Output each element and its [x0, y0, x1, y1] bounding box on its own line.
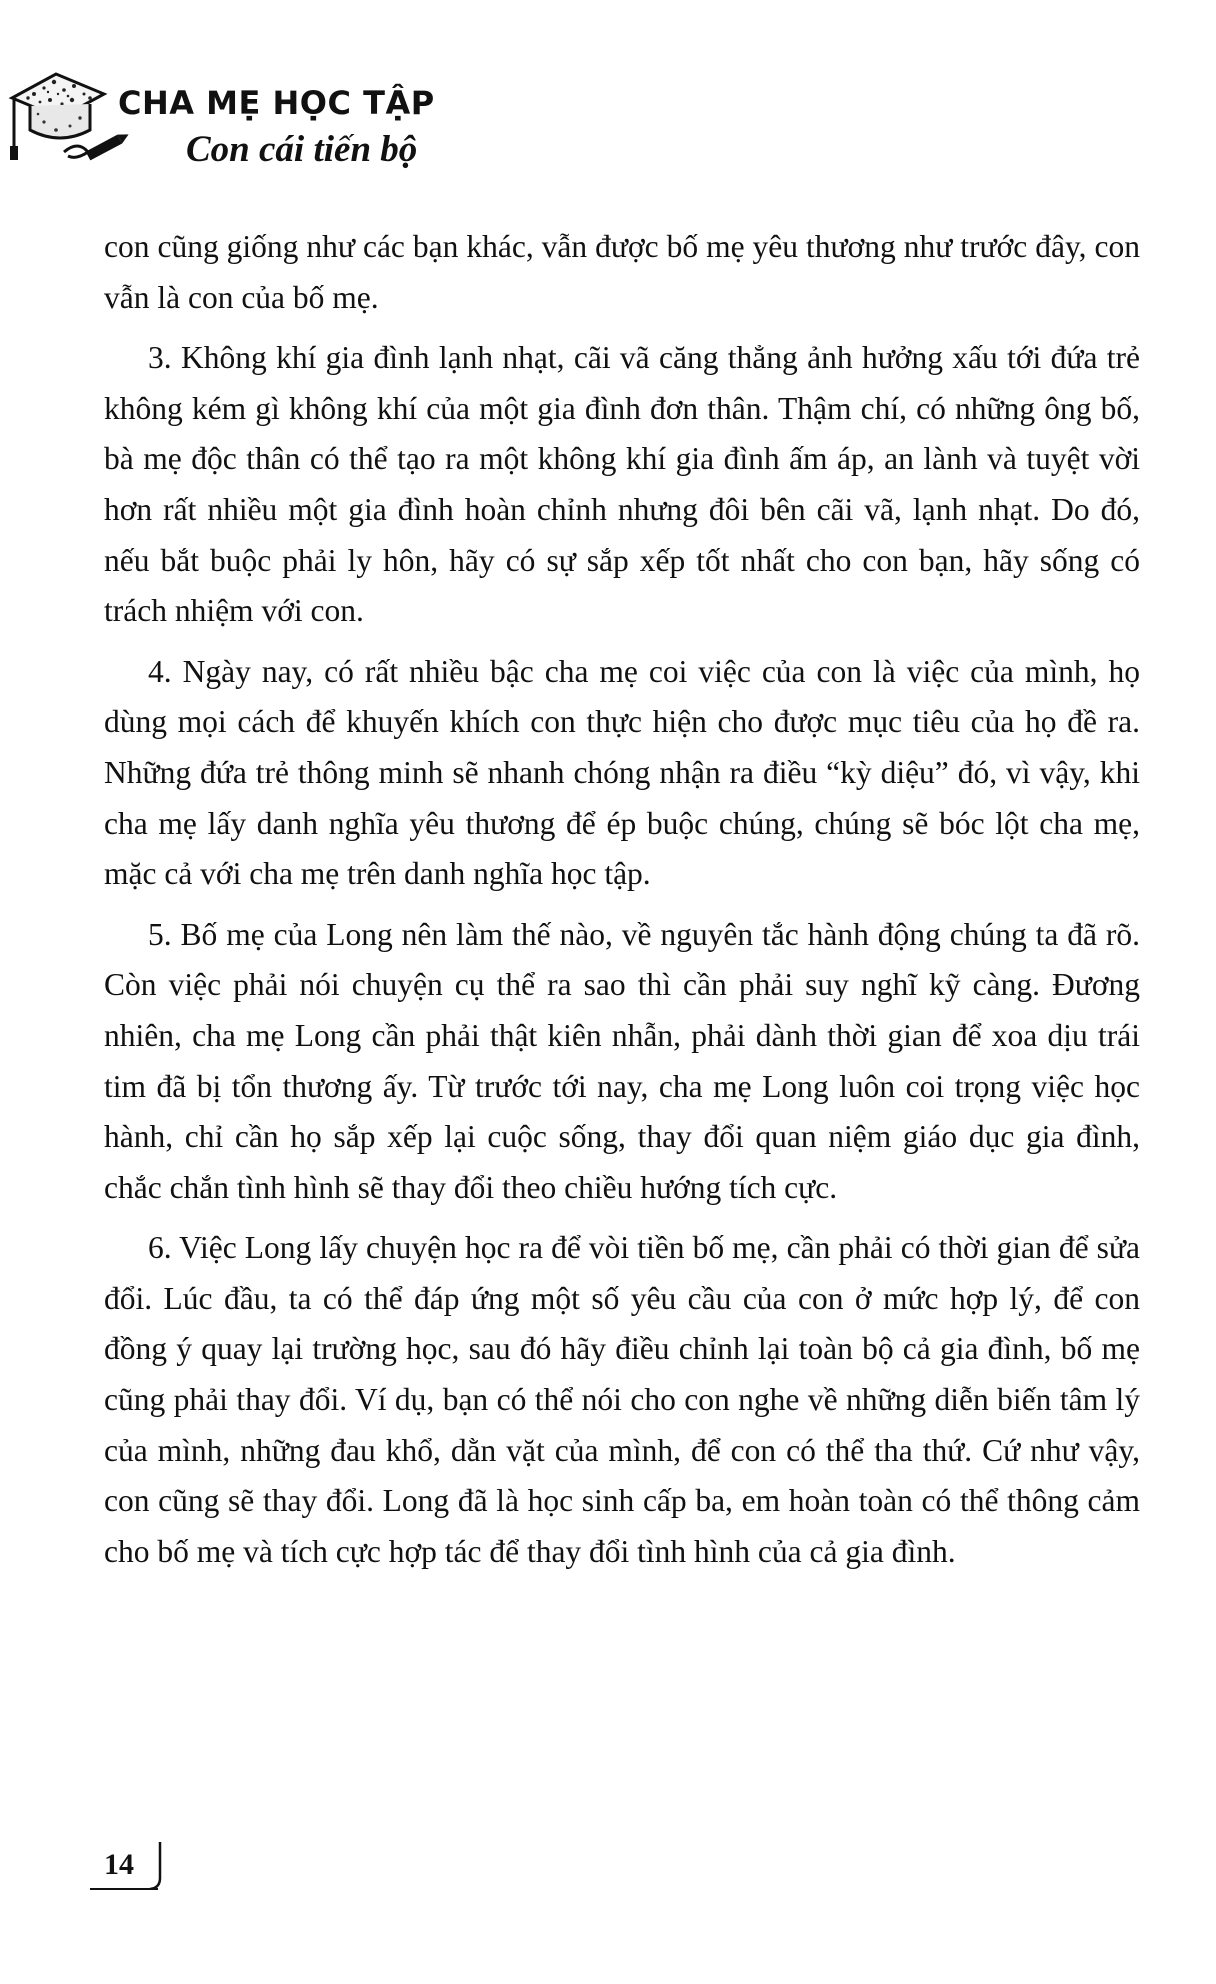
paragraph-continuation: con cũng giống như các bạn khác, vẫn được bố mẹ yêu thương như trước đây, con vẫn là con của bố mẹ. — [104, 229, 1140, 315]
paragraph-point-4: 4. Ngày nay, có rất nhiều bậc cha mẹ coi việc của con là việc của mình, họ dùng mọi cách để khuyến khích con thực hiện cho được mục tiêu của họ đề ra. Những đứa trẻ thông minh sẽ nhanh chóng nhận ra điều “kỳ diệu” đó, vì vậy, khi cha mẹ lấy danh nghĩa yêu thương để ép buộc chúng, chúng sẽ bóc lột cha mẹ, mặc cả với cha mẹ trên danh nghĩa học tập. — [104, 653, 1140, 892]
page-number-footer — [90, 1840, 180, 1900]
body-text — [104, 222, 1140, 1587]
paragraph-point-6: 6. Việc Long lấy chuyện học ra để vòi tiền bố mẹ, cần phải có thời gian để sửa đổi. Lúc đầu, ta có thể đáp ứng một số yêu cầu của con ở mức hợp lý, để con đồng ý quay lại trường học, sau đó hãy điều chỉnh lại toàn bộ cả gia đình, bố mẹ cũng phải thay đổi. Ví dụ, bạn có thể nói cho con nghe về những diễn biến tâm lý của mình, những đau khổ, dằn vặt của mình, để con có thể tha thứ. Cứ như vậy, con cũng sẽ thay đổi. Long đã là học sinh cấp ba, em hoàn toàn có thể thông cảm cho bố mẹ và tích cực hợp tác để thay đổi tình hình của cả gia đình. — [104, 1230, 1140, 1569]
series-subtitle: Con cái tiến bộ — [186, 129, 418, 170]
paragraph-point-3: 3. Không khí gia đình lạnh nhạt, cãi vã căng thẳng ảnh hưởng xấu tới đứa trẻ không kém gì không khí của một gia đình đơn thân. Thậm chí, có những ông bố, bà mẹ độc thân có thể tạo ra một không khí gia đình ấm áp, an lành và tuyệt vời hơn rất nhiều một gia đình hoàn chỉnh nhưng đôi bên cãi vã, lạnh nhạt. Do đó, nếu bắt buộc phải ly hôn, hãy có sự sắp xếp tốt nhất cho con bạn, hãy sống có trách nhiệm với con. — [104, 340, 1140, 629]
graduation-cap-pencil-icon — [4, 60, 134, 180]
paragraph-point-5: 5. Bố mẹ của Long nên làm thế nào, về nguyên tắc hành động chúng ta đã rõ. Còn việc phải nói chuyện cụ thể ra sao thì cần phải suy nghĩ kỹ càng. Đương nhiên, cha mẹ Long cần phải thật kiên nhẫn, phải dành thời gian để xoa dịu trái tim đã bị tổn thương ấy. Từ trước tới nay, cha mẹ Long luôn coi trọng việc học hành, chỉ cần họ sắp xếp lại cuộc sống, thay đổi quan niệm giáo dục gia đình, chắc chắn tình hình sẽ thay đổi theo chiều hướng tích cực. — [104, 916, 1140, 1205]
page-number-bracket — [148, 1840, 164, 1890]
page-number: 14 — [104, 1848, 134, 1881]
running-header — [0, 40, 600, 190]
series-title: CHA MẸ HỌC TẬP — [118, 84, 435, 122]
